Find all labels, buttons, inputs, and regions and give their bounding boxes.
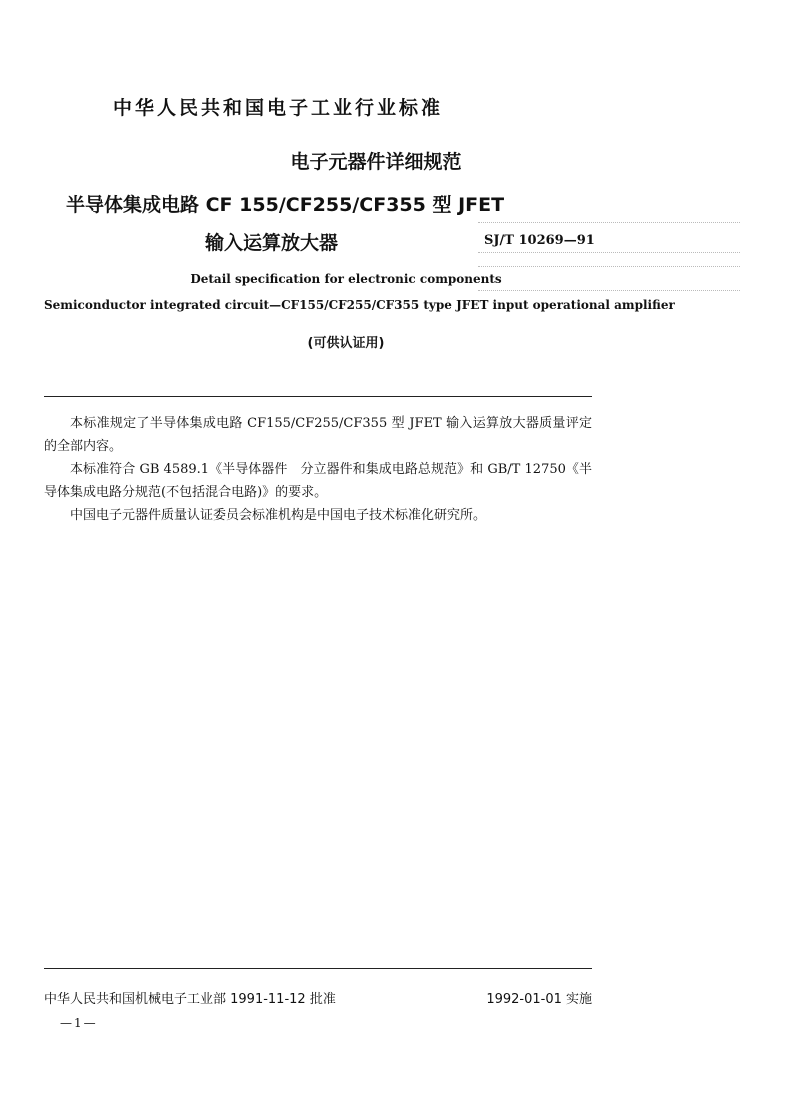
english-title-line-1: Detail specification for electronic components <box>190 272 502 286</box>
header-divider <box>44 396 592 397</box>
trial-use-note: (可供认证用) <box>307 336 385 351</box>
paragraph-conformance: 本标准符合 GB 4589.1《半导体器件 分立器件和集成电路总规范》和 GB/T 12750《半导体集成电路分规范(不包括混合电路)》的要求。 <box>44 462 592 500</box>
footer-divider <box>44 968 592 969</box>
approval-line: 中华人民共和国机械电子工业部 1991-11-12 批准 <box>44 992 336 1007</box>
english-title-line-2: Semiconductor integrated circuit—CF155/CF255/CF355 type JFET input operational amplifier <box>44 298 675 312</box>
page-number: —1— <box>60 1016 98 1030</box>
title-line-1: 电子元器件详细规范 <box>290 151 462 173</box>
paragraph-authority: 中国电子元器件质量认证委员会标准机构是中国电子技术标准化研究所。 <box>70 508 487 523</box>
title-line-3: 输入运算放大器 <box>205 232 339 254</box>
effective-date: 1992-01-01 实施 <box>486 992 592 1007</box>
body-text <box>44 412 592 527</box>
dotted-rule <box>478 252 740 253</box>
dotted-rule <box>478 266 740 267</box>
paragraph-scope: 本标准规定了半导体集成电路 CF155/CF255/CF355 型 JFET 输入运算放大器质量评定的全部内容。 <box>44 416 592 454</box>
dotted-rule <box>478 222 740 223</box>
issuing-standard-header: 中华人民共和国电子工业行业标准 <box>113 97 444 119</box>
dotted-rule <box>478 290 740 291</box>
title-line-2: 半导体集成电路 CF 155/CF255/CF355 型 JFET <box>66 194 505 216</box>
standard-number: SJ/T 10269—91 <box>484 233 595 248</box>
